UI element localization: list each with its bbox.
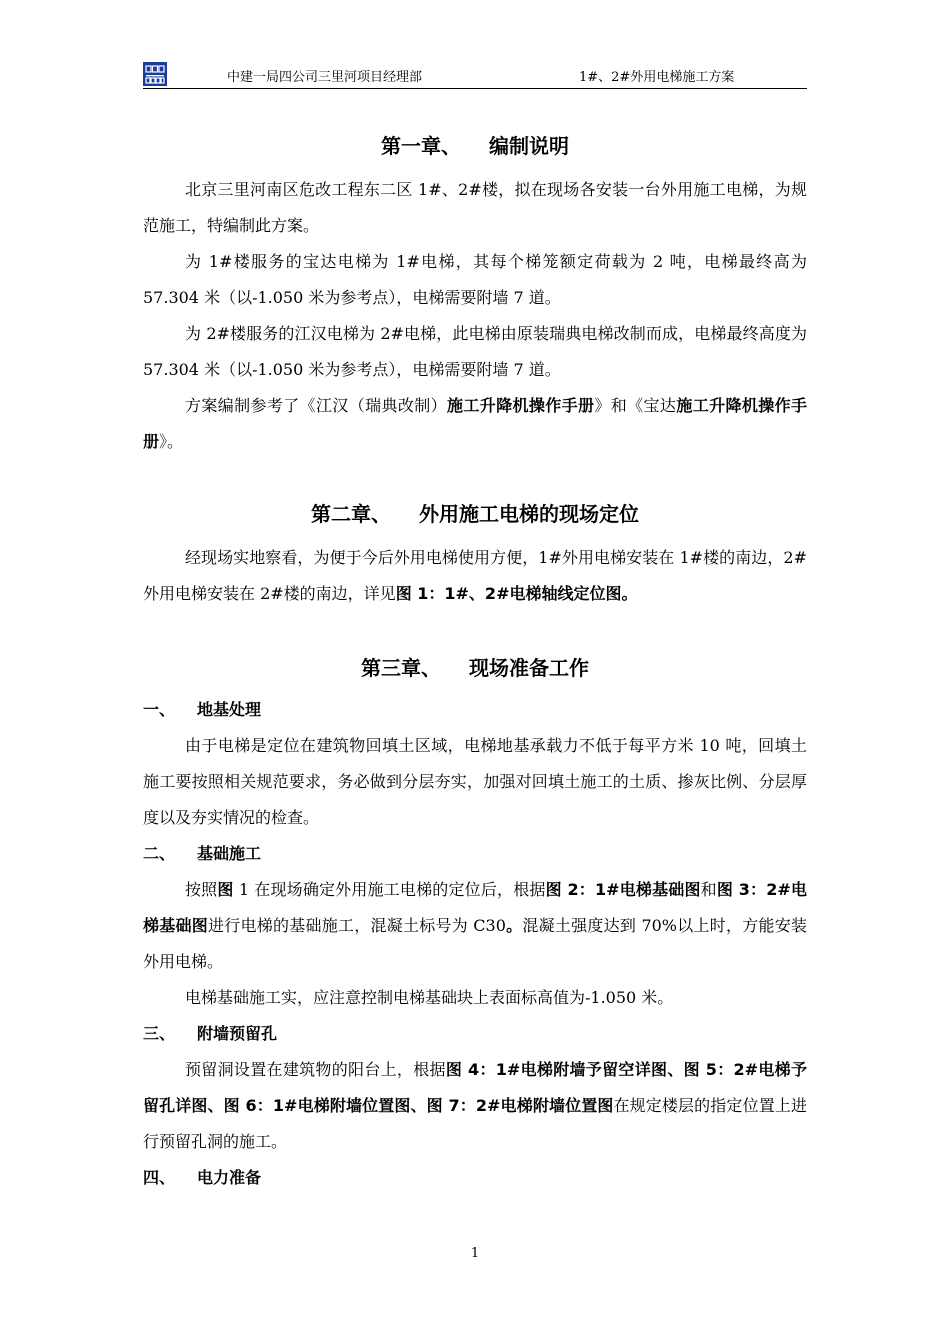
section-1-title: 地基处理: [197, 700, 262, 719]
ch1-paragraph-4: [143, 388, 807, 460]
section-2-heading: [143, 836, 807, 872]
ch1-p4-text-c: 》和《宝达: [594, 396, 677, 415]
s2-bold-b: 图: [217, 880, 234, 899]
section-2-number: 二、: [143, 844, 176, 863]
section-4-title: 电力准备: [197, 1168, 262, 1187]
chapter-3-number: 第三章、: [361, 656, 441, 680]
section-3-paragraph: [143, 1052, 807, 1160]
chapter-1-title: 编制说明: [489, 134, 569, 158]
ch1-paragraph-3: 为 2#楼服务的江汉电梯为 2#电梯，此电梯由原装瑞典电梯改制而成，电梯最终高度为 57.304 米（以-1.050 米为参考点），电梯需要附墙 7 道。: [143, 324, 807, 379]
header-doc-title: 1#、2#外用电梯施工方案: [579, 70, 735, 85]
section-2-title: 基础施工: [197, 844, 262, 863]
page-header: [143, 58, 807, 89]
ch2-p1-text: 经现场实地察看，为便于今后外用电梯使用方便，1#外用电梯安装在 1#楼的南边，2#外用电梯安装在 2#楼的南边，详见: [143, 548, 807, 603]
section-1-paragraph: 由于电梯是定位在建筑物回填土区域，电梯地基承载力不低于每平方米 10 吨，回填土施工要按照相关规范要求，务必做到分层夯实，加强对回填土施工的土质、掺灰比例、分层厚度以及夯实情况的检查。: [143, 736, 807, 827]
chapter-2-heading: [143, 494, 807, 534]
s2-text-g: 进行电梯的基础施工，混凝土标号为 C30: [208, 916, 506, 935]
chapter-2-title: 外用施工电梯的现场定位: [419, 502, 639, 526]
ch1-p4-text-a: 方案编制参考了《江汉（瑞典改制）: [185, 396, 448, 415]
section-4-heading: [143, 1160, 807, 1196]
chapter-3-title: 现场准备工作: [469, 656, 589, 680]
chapter-3-heading: [143, 648, 807, 688]
s2-text-a: 按照: [185, 880, 218, 899]
ch2-p1-figure-ref: 图 1：1#、2#电梯轴线定位图。: [395, 584, 638, 603]
chapter-1-number: 第一章、: [381, 134, 461, 158]
ch1-p4-bold-b: 施工升降机操作手册: [447, 396, 595, 415]
chapter-2-number: 第二章、: [311, 502, 391, 526]
s2-text-c: 1 在现场确定外用施工电梯的定位后，根据: [233, 880, 546, 899]
ch2-paragraph-1: [143, 540, 807, 612]
section-1-heading: [143, 692, 807, 728]
company-logo-icon: [143, 62, 167, 86]
header-org-name: 中建一局四公司三里河项目经理部: [227, 70, 423, 85]
document-body: [143, 126, 807, 1196]
s3-text-c: 在规定楼层的指定位置上进行预留孔洞的施工。: [143, 1096, 807, 1151]
page-number: 1: [470, 1246, 480, 1261]
section-3-heading: [143, 1016, 807, 1052]
s2-text-e: 和: [700, 880, 717, 899]
section-2-paragraph-2: 电梯基础施工实，应注意控制电梯基础块上表面标高值为-1.050 米。: [185, 988, 674, 1007]
section-3-number: 三、: [143, 1024, 176, 1043]
section-1-number: 一、: [143, 700, 176, 719]
ch1-p4-bold-d: 施工升降机操作手册: [143, 396, 807, 451]
section-3-title: 附墙预留孔: [197, 1024, 278, 1043]
ch1-paragraph-1: 北京三里河南区危改工程东二区 1#、2#楼，拟在现场各安装一台外用施工电梯，为规范施工，特编制此方案。: [143, 180, 807, 235]
s3-bold-figure-refs: 图 4：1#电梯附墙予留空详图、图 5：2#电梯予留孔详图、图 6：1#电梯附墙位置图、图 7：2#电梯附墙位置图: [143, 1060, 807, 1115]
ch1-p4-text-e: 》。: [159, 432, 184, 451]
s3-text-a: 预留洞设置在建筑物的阳台上，根据: [185, 1060, 446, 1079]
s2-text-i: 混凝土强度达到 70%以上时，方能安装外用电梯。: [143, 916, 807, 971]
s2-bold-f: 图 3：2#电梯基础图: [143, 880, 807, 935]
chapter-1-heading: [143, 126, 807, 166]
section-2-paragraph-1: [143, 872, 807, 980]
section-4-number: 四、: [143, 1168, 176, 1187]
ch1-paragraph-2: 为 1#楼服务的宝达电梯为 1#电梯，其每个梯笼额定荷载为 2 吨，电梯最终高为 57.304 米（以-1.050 米为参考点），电梯需要附墙 7 道。: [143, 252, 807, 307]
s2-bold-d: 图 2：1#电梯基础图: [545, 880, 701, 899]
s2-bold-h: 。: [505, 916, 523, 935]
